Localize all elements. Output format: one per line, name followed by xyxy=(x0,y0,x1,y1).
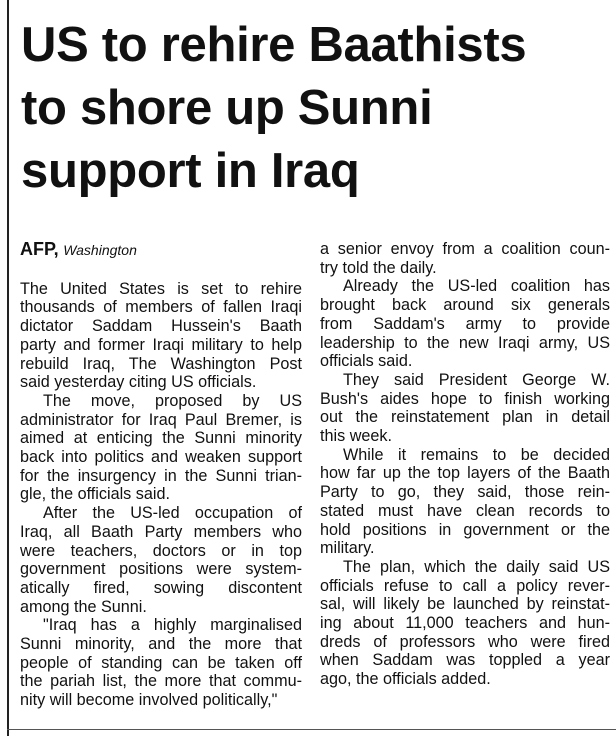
article-text-line: rebuild Iraq, The Washington Post xyxy=(20,354,302,373)
article-column-right xyxy=(320,240,610,689)
article-text-line: party and former Iraqi military to help xyxy=(20,335,302,354)
article-text-line: when Saddam was toppled a year xyxy=(320,651,610,670)
article-text-line: After the US-led occupation of xyxy=(43,504,302,523)
article-text-line: dictator Saddam Hussein's Baath xyxy=(20,317,302,336)
headline-line: to shore up Sunni xyxy=(21,81,433,135)
article-text-line: ing about 11,000 teachers and hun- xyxy=(320,614,610,633)
article-text-line: Sunni minority, and the more that xyxy=(20,635,302,654)
article-text-line: atically fired, sowing discontent xyxy=(20,578,302,597)
article-text-line: The move, proposed by US xyxy=(43,391,302,410)
article-text-line: brought back around six generals xyxy=(320,296,610,315)
article-text-line: stated must have clean records to xyxy=(320,501,610,520)
article-text-line: government positions were system- xyxy=(20,560,302,579)
article-text-line: from Saddam's army to provide xyxy=(320,314,610,333)
article-text-line: dreds of professors who were fired xyxy=(320,632,610,651)
article-text-line: were teachers, doctors or in top xyxy=(20,541,302,560)
headline-line: US to rehire Baathists xyxy=(21,18,527,72)
article-text-line: administrator for Iraq Paul Bremer, is xyxy=(20,410,302,429)
article-text-line: Already the US-led coalition has xyxy=(343,277,610,296)
article-text-line: Party to go, they said, those rein- xyxy=(320,483,610,502)
article-text-line: nity will become involved politically," xyxy=(20,691,278,710)
article-text-line: people of standing can be taken off xyxy=(20,653,302,672)
article-text-line: Iraq, all Baath Party members who xyxy=(20,522,302,541)
article-text-line: officials refuse to call a policy rever- xyxy=(320,576,610,595)
article-text-line: gle, the officials said. xyxy=(20,485,170,504)
article-text-line: leadership to the new Iraqi army, US xyxy=(320,333,610,352)
dateline-place: Washington xyxy=(63,242,137,258)
article-text-line: thousands of members of fallen Iraqi xyxy=(20,298,302,317)
headline xyxy=(21,14,611,203)
article-text-line: The plan, which the daily said US xyxy=(343,557,610,576)
article-text-line: how far up the top layers of the Baath xyxy=(320,464,610,483)
article-text-line: among the Sunni. xyxy=(20,597,147,616)
bottom-border-rule xyxy=(7,729,616,730)
article-text-line: hold positions in government or the xyxy=(320,520,610,539)
headline-line: support in Iraq xyxy=(21,144,360,198)
left-border-rule xyxy=(7,0,9,736)
article-text-line: sal, will likely be launched by reinstat- xyxy=(320,595,610,614)
article-text-line: this week. xyxy=(320,427,392,446)
article-column-left xyxy=(20,240,302,710)
article-text-line: "Iraq has a highly marginalised xyxy=(43,616,302,635)
article-text-line: back into politics and weaken support xyxy=(20,448,302,467)
article-text-line: said yesterday citing US officials. xyxy=(20,373,257,392)
article-text-line: for the insurgency in the Sunni trian- xyxy=(20,466,302,485)
article-text-line: military. xyxy=(320,539,375,558)
article-text-line: the pariah list, the more that commu- xyxy=(20,672,302,691)
dateline-agency: AFP, xyxy=(20,239,59,259)
article-text-line: officials said. xyxy=(320,352,413,371)
article-text-line: out the reinstatement plan in detail xyxy=(320,408,610,427)
article-text-line: While it remains to be decided xyxy=(343,445,610,464)
dateline xyxy=(20,240,302,260)
article-text-line: ago, the officials added. xyxy=(320,670,491,689)
article-text-line: The United States is set to rehire xyxy=(20,279,302,298)
article-text-line: They said President George W. xyxy=(343,370,610,389)
article-text-line: aimed at enticing the Sunni minority xyxy=(20,429,302,448)
article-text-line: try told the daily. xyxy=(320,258,437,277)
article-text-line: Bush's aides hope to finish working xyxy=(320,389,610,408)
article-text-line: a senior envoy from a coalition coun- xyxy=(320,240,610,258)
